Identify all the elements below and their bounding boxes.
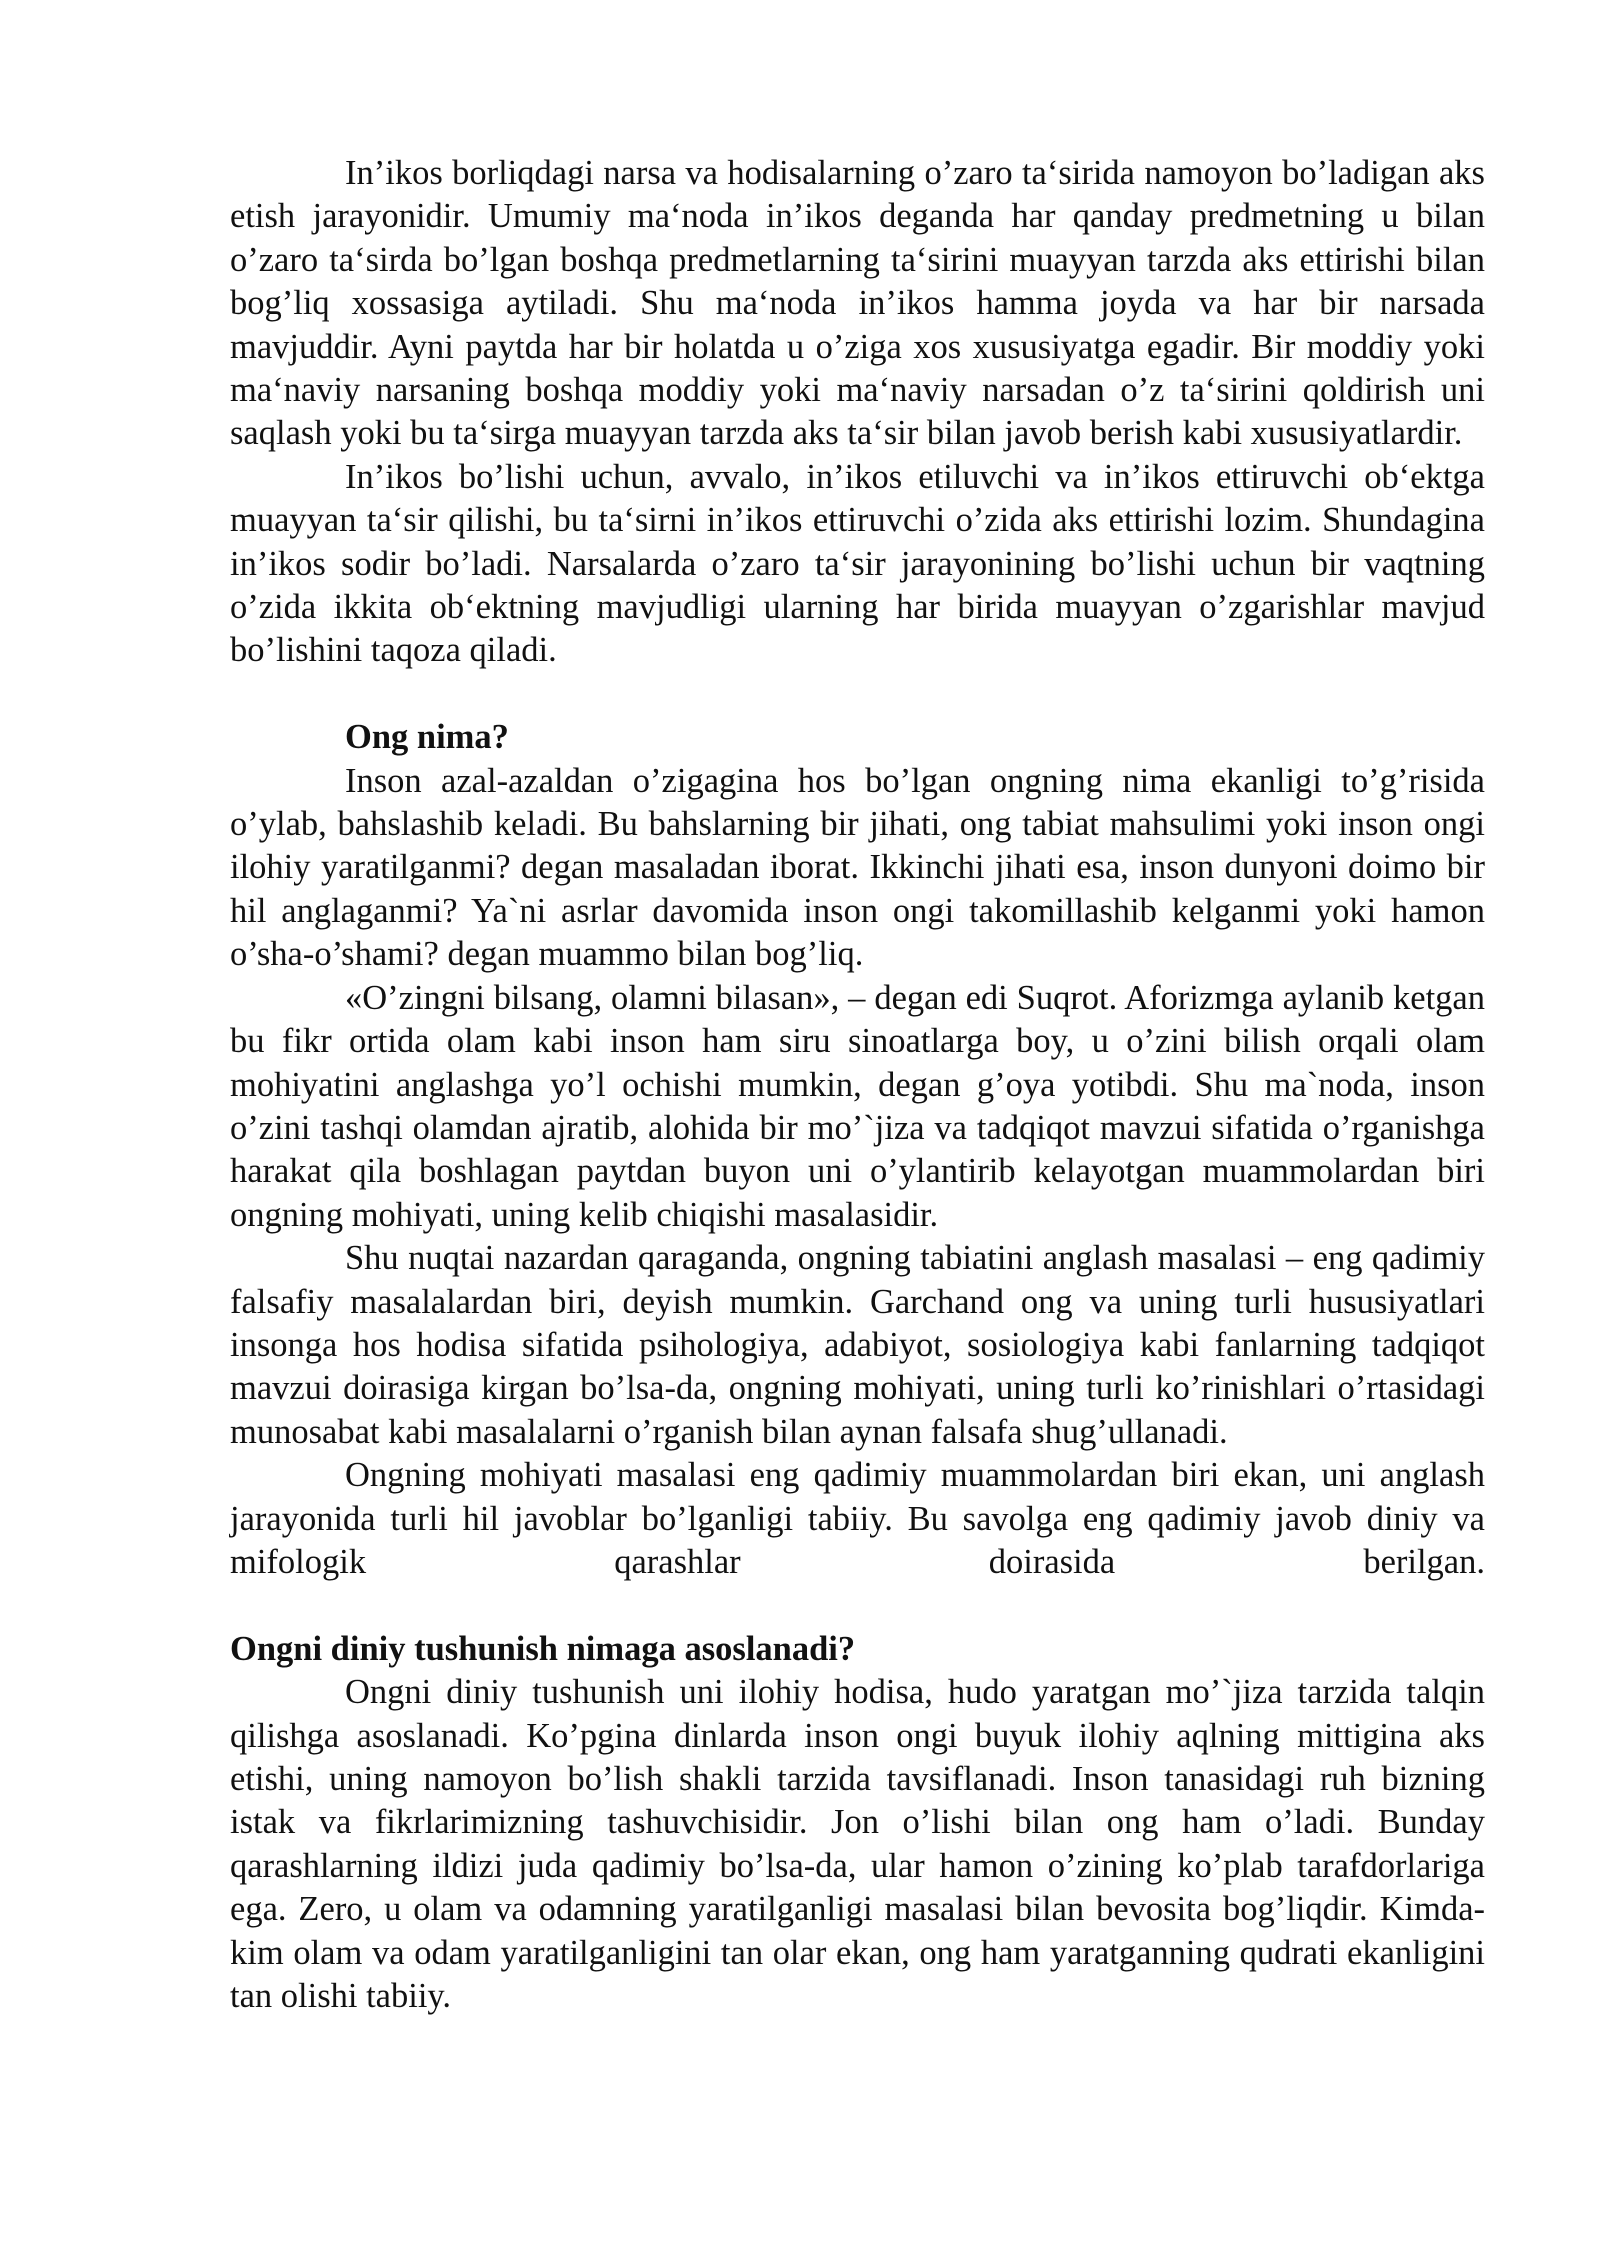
paragraph-suqrot-quote: «O’zingni bilsang, olamni bilasan», – degan edi Suqrot. Aforizmga aylanib ketgan bu fikr ortida olam kabi inson ham siru sinoatlarga boy, u o’zini bilish orqali olam mohiyatini anglashga yo’l ochishi mumkin, degan g’oya yotibdi. Shu ma`noda, inson o’zini tashqi olamdan ajratib, alohida bir mo’`jiza va tadqiqot mavzui sifatida o’rganishga harakat qila boshlagan paytdan buyon uni o’ylantirib kelayotgan muammolardan biri ongning mohiyati, uning kelib chiqishi masalasidir. <box>230 978 1485 1234</box>
paragraph-inikos-conditions: In’ikos bo’lishi uchun, avvalo, in’ikos etiluvchi va in’ikos ettiruvchi ob‘ektga muayyan ta‘sir qilishi, bu ta‘sirni in’ikos ettiruvchi o’zida aks ettirishi lozim. Shundagina in’ikos sodir bo’ladi. Narsalarda o’zaro ta‘sir jarayonining bo’lishi uchun bir vaqtning o’zida ikkita ob‘ektning mavjudligi ularning har birida muayyan o’zgarishlar mavjud bo’lishini taqoza qiladi. <box>230 457 1485 670</box>
heading-ong-diniy: Ongni diniy tushunish nimaga asoslanadi? <box>230 1629 856 1668</box>
paragraph-inikos-definition: In’ikos borliqdagi narsa va hodisalarning o’zaro ta‘sirida namoyon bo’ladigan aks etish jarayonidir. Umumiy ma‘noda in’ikos deganda har qanday predmetning u bilan o’zaro ta‘sirda bo’lgan boshqa predmetlarning ta‘sirini muayyan tarzda aks ettirishi bilan bog’liq xossasiga aytiladi. Shu ma‘noda in’ikos hamma joyda va har bir narsada mavjuddir. Ayni paytda har bir holatda u o’ziga xos xususiyatga egadir. Bir moddiy yoki ma‘naviy narsaning boshqa moddiy yoki ma‘naviy narsadan o’z ta‘sirini qoldirish uni saqlash yoki bu ta‘sirga muayyan tarzda aks ta‘sir bilan javob berish kabi xususiyatlardir. <box>230 154 1485 453</box>
section-spacer <box>230 673 1485 716</box>
paragraph-ong-philosophy: Shu nuqtai nazardan qaraganda, ongning tabiatini anglash masalasi – eng qadimiy falsafiy masalalardan biri, deyish mumkin. Garchand ong va uning turli hususiyatlari insonga hos hodisa sifatida psihologiya, adabiyot, sosiologiya kabi fanlarning tadqiqot mavzui doirasiga kirgan bo’lsa-da, ongning mohiyati, uning turli ko’rinishlari o’rtasidagi munosabat kabi masalalarni o’rganish bilan aynan falsafa shug’ullanadi. <box>230 1239 1485 1451</box>
section-spacer <box>230 1584 1485 1627</box>
paragraph-ong-diniy: Ongni diniy tushunish uni ilohiy hodisa, hudo yaratgan mo’`jiza tarzida talqin qilishga asoslanadi. Ko’pgina dinlarda inson ongi buyuk ilohiy aqlning mittigina aks etishi, uning namoyon bo’lish shakli tarzida tavsiflanadi. Inson tanasidagi ruh bizning istak va fikrlarimizning tashuvchisidir. Jon o’lishi bilan ong ham o’ladi. Bunday qarashlarning ildizi juda qadimiy bo’lsa-da, ular hamon o’zining ko’plab tarafdorlariga ega. Zero, u olam va odamning yaratilganligi masalasi bilan bevosita bog’liqdir. Kimda-kim olam va odam yaratilganligini tan olar ekan, ong ham yaratganning qudrati ekanligini tan olishi tabiiy. <box>230 1673 1485 2016</box>
heading-ong-nima: Ong nima? <box>345 718 509 757</box>
paragraph-ong-debate: Inson azal-azaldan o’zigagina hos bo’lgan ongning nima ekanligi to’g’risida o’ylab, bahslashib keladi. Bu bahslarning bir jihati, ong tabiat mahsulimi yoki inson ongi ilohiy yaratilganmi? degan masaladan iborat. Ikkinchi jihati esa, inson dunyoni doimo bir hil anglaganmi? Ya`ni asrlar davomida inson ongi takomillashib kelganmi yoki hamon o’sha-o’shami? degan muammo bilan bog’liq. <box>230 761 1485 974</box>
document-page <box>230 152 1485 2018</box>
paragraph-ong-answers: Ongning mohiyati masalasi eng qadimiy muammolardan biri ekan, uni anglash jarayonida turli hil javoblar bo’lganligi tabiiy. Bu savolga eng qadimiy javob diniy va mifologik qarashlar doirasida berilgan. <box>230 1456 1485 1581</box>
